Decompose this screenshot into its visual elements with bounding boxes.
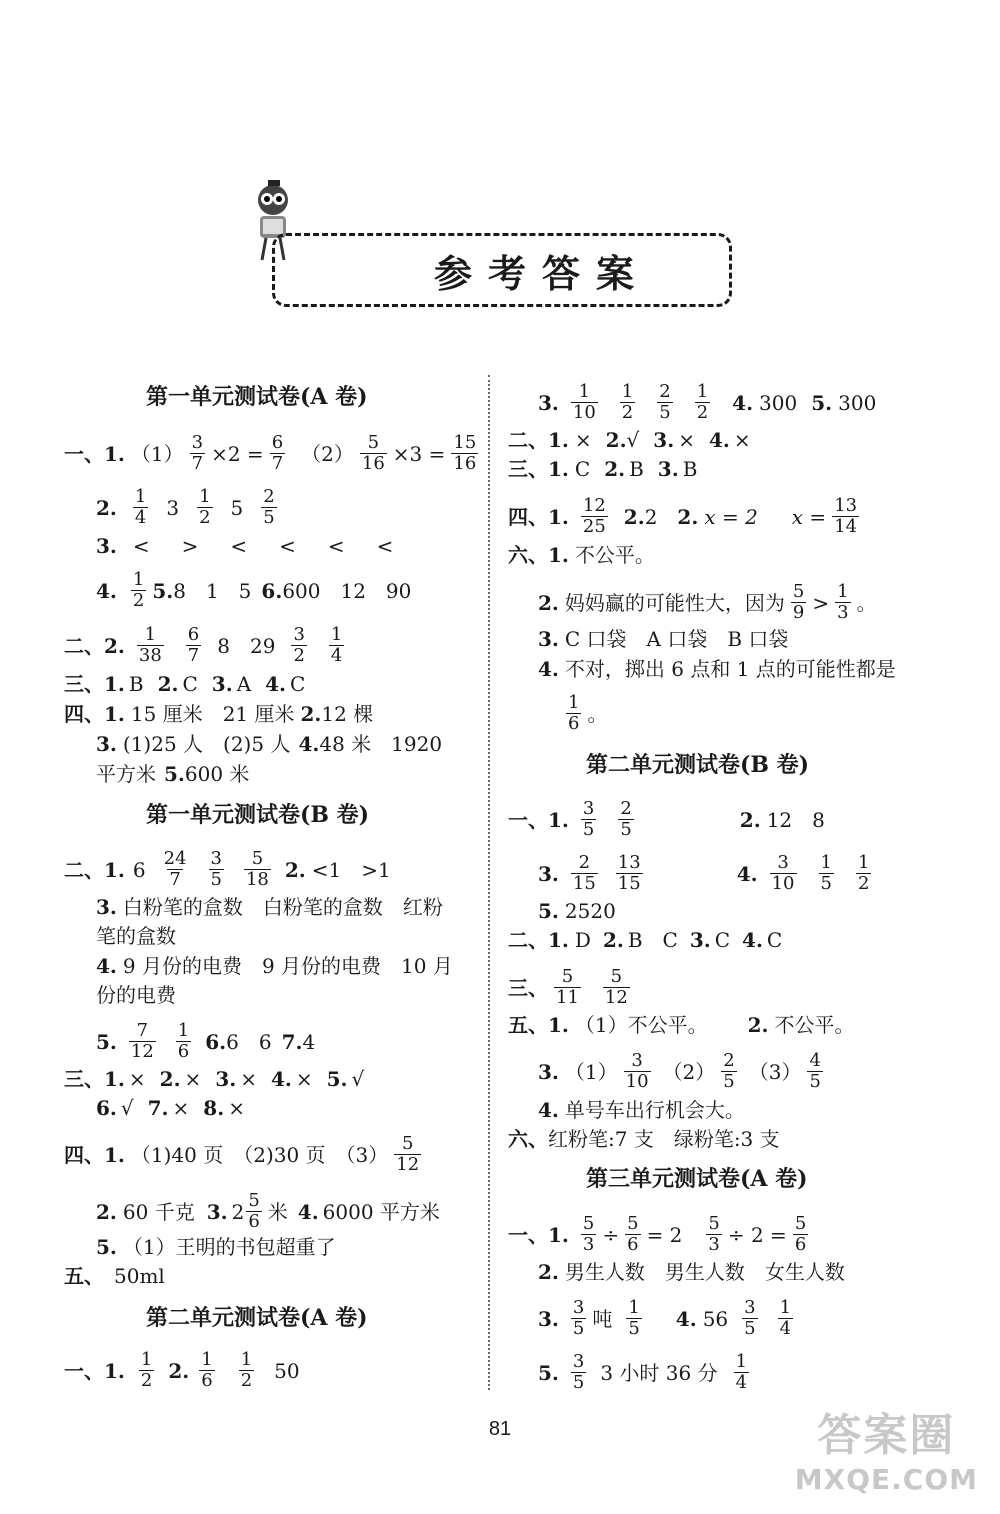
answer-line: 四、1. 12 25 2. 2 2. x = 2 x = $\frac{13}{14}$ — [508, 495, 858, 537]
answer-line: 二、1. × 2. √ 3. × 4. × — [508, 428, 751, 452]
answer-line: 六、 红粉笔:7 支 绿粉笔:3 支 — [508, 1127, 780, 1151]
section-heading-3a: 第三单元测试卷(A 卷) — [586, 1166, 808, 1192]
answer-line: 5. （1）王明的书包超重了 — [96, 1235, 336, 1259]
answer-line: 2. 男生人数 男生人数 女生人数 — [538, 1260, 845, 1284]
answer-line: 4. 单号车出行机会大。 — [538, 1098, 745, 1122]
answer-line: 三、1. B 2. C 3. A 4. C — [64, 672, 306, 696]
answer-line: 3. （1） 3 10 （2） 2 5 （3） 4 5 — [538, 1050, 821, 1092]
answer-line: 三、1. × 2. × 3. × 4. × 5. √ — [64, 1067, 365, 1091]
answer-line: 二、1. D 2. B C 3. C 4. C — [508, 928, 783, 952]
answer-line: 4. 9 月份的电费 9 月份的电费 10 月 — [96, 954, 453, 978]
answer-line: 一、1. 1 2 2. 1 6 1 2 50 — [64, 1349, 300, 1391]
answer-line: 一、1. （1） $\frac{3}{7}$ ×2 = $\frac{6}{7}$ （2） $\frac{5}{16}$ ×3 = $\frac{15}{16}$ — [64, 432, 477, 474]
answer-line: 5. 3 5 3 小时 36 分 1 4 — [538, 1351, 748, 1393]
answer-line: 3. 2 15 13 15 4. 3 10 1 5 1 2 — [538, 852, 870, 894]
answer-line: 一、1. $\frac{5}{3}$ ÷ $\frac{5}{6}$ = 2 $\frac{5}{3}$ ÷ 2 = $\frac{5}{6}$ — [508, 1213, 807, 1255]
answer-line: 4. 不对，掷出 6 点和 1 点的可能性都是 — [538, 657, 896, 681]
answer-line: 1 6 。 — [568, 692, 608, 734]
answer-line: 六、1. 不公平。 — [508, 543, 655, 567]
answer-line: 3. 1 10 1 2 2 5 1 2 4. 300 5. 300 — [538, 381, 877, 423]
answer-line: 2. 60 千克 3. 2 5 6 米 4. 6000 平方米 — [96, 1190, 440, 1232]
answer-line: 5. 7 12 1 6 6. 6 6 7. 4 — [96, 1020, 316, 1062]
answer-line: 3. < > < < < < — [96, 534, 400, 558]
answer-line: 4. 1 2 5. 8 1 5 6. 600 12 90 — [96, 569, 412, 611]
watermark-logo: 答案圈 MXQE.COM — [794, 1410, 978, 1496]
answer-line: 3. 白粉笔的盒数 白粉笔的盒数 红粉 — [96, 895, 443, 919]
column-divider — [488, 375, 490, 1390]
answer-line: 3. (1)25 人 (2)5 人 4. 48 米 1920 — [96, 732, 443, 756]
answer-line: 三、 5 11 5 12 — [508, 966, 628, 1008]
answer-line: 一、1. 3 5 2 5 2. 12 8 — [508, 798, 825, 840]
answer-line: 3. C 口袋 A 口袋 B 口袋 — [538, 627, 789, 651]
answer-line: 笔的盒数 — [96, 924, 176, 948]
answer-line: 3. 3 5 吨 1 5 4. 56 3 5 1 4 — [538, 1297, 792, 1339]
answer-line: 五、1. （1）不公平。 2. 不公平。 — [508, 1013, 855, 1037]
answer-line: 平方米 5. 600 米 — [96, 762, 250, 786]
answer-line: 四、1. 15 厘米 21 厘米 2. 12 棵 — [64, 702, 374, 726]
answer-line: 四、1. （1)40 页 （2)30 页 （3） 5 12 — [64, 1133, 420, 1175]
answer-line: 三、1. C 2. B 3. B — [508, 457, 698, 481]
answer-line: 二、1. 6 24 7 3 5 5 18 2. <1 >1 — [64, 848, 391, 890]
title-banner — [272, 233, 732, 307]
answer-line: 二、2. 1 38 6 7 8 29 3 2 1 4 — [64, 624, 343, 666]
answer-line: 2. 妈妈赢的可能性大，因为 5 9 > 1 3 。 — [538, 581, 877, 623]
page-title: 参考答案 — [433, 251, 650, 296]
section-heading-2a: 第二单元测试卷(A 卷) — [146, 1305, 368, 1331]
section-heading-1b: 第一单元测试卷(B 卷) — [146, 802, 370, 828]
answer-line: 五、 50ml — [64, 1264, 165, 1288]
section-heading-1a: 第一单元测试卷(A 卷) — [146, 384, 368, 410]
answer-line: 份的电费 — [96, 983, 176, 1007]
answer-line: 6. √ 7. × 8. × — [96, 1096, 245, 1120]
answer-line: 5. 2520 — [538, 899, 616, 923]
section-heading-2b: 第二单元测试卷(B 卷) — [586, 752, 810, 778]
page-number: 81 — [488, 1418, 512, 1440]
answer-line: 2. 1 4 3 1 2 5 2 5 — [96, 486, 275, 528]
